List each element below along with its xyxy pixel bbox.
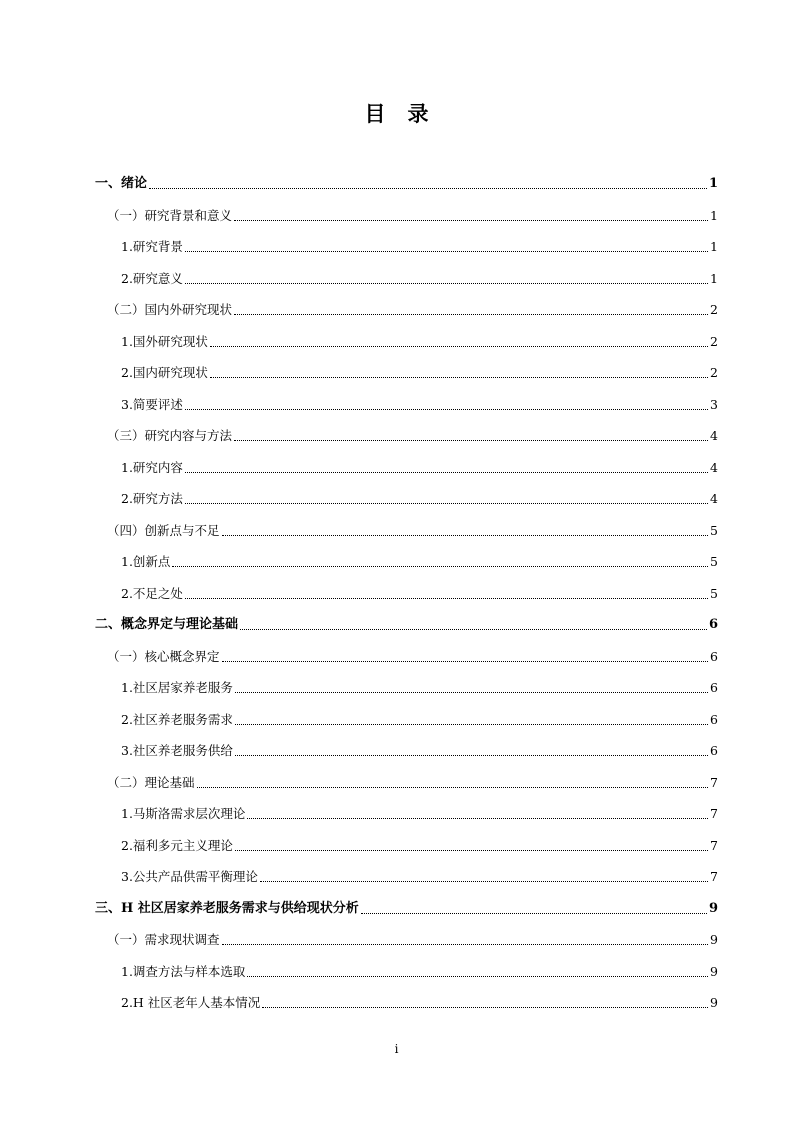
toc-entry-title: 3.公共产品供需平衡理论 [121, 869, 258, 884]
toc-leader-dots [361, 913, 707, 914]
toc-entry-title: （三）研究内容与方法 [107, 428, 233, 443]
toc-entry-page: 4 [710, 428, 718, 443]
toc-entry-page: 6 [710, 648, 718, 664]
toc-entry-title: 1.国外研究现状 [121, 333, 208, 349]
toc-entry[interactable] [121, 233, 718, 255]
toc-entry-title: （一）研究背景和意义 [107, 207, 233, 223]
toc-entry[interactable] [107, 769, 718, 791]
toc-entry-title: （四）创新点与不足 [107, 522, 220, 538]
toc-leader-dots [185, 472, 708, 473]
toc-entry-title: 1.马斯洛需求层次理论 [121, 806, 246, 821]
toc-entry[interactable] [121, 958, 718, 980]
toc-leader-dots [235, 755, 708, 756]
toc-leader-dots [262, 1007, 708, 1008]
toc-leader-dots [185, 409, 708, 410]
toc-entry-page: 2 [710, 333, 718, 349]
toc-entry[interactable] [121, 265, 718, 287]
toc-entry-page: 6 [708, 617, 718, 632]
toc-entry-page: 1 [710, 239, 718, 254]
toc-leader-dots [185, 598, 708, 599]
toc-entry-page: 4 [710, 459, 718, 475]
toc-entry-title: 1.创新点 [121, 554, 171, 569]
toc-entry-title: （一）核心概念界定 [107, 648, 220, 664]
toc-entry[interactable] [121, 674, 718, 696]
page-number: i [394, 1042, 399, 1056]
toc-entry-title: 3.社区养老服务供给 [121, 743, 233, 758]
toc-entry-title: 1.研究内容 [121, 459, 183, 475]
toc-entry[interactable] [121, 454, 718, 476]
toc-entry-page: 6 [710, 743, 718, 758]
toc-entry[interactable] [121, 485, 718, 507]
toc-entry-title: 2.H 社区老年人基本情况 [121, 995, 261, 1010]
toc-entry-title: 1.研究背景 [121, 239, 183, 254]
toc-entry[interactable] [107, 296, 718, 318]
toc-leader-dots [172, 566, 708, 567]
toc-entry-page: 7 [710, 774, 718, 790]
toc-entry-title: 2.国内研究现状 [121, 365, 208, 380]
toc-entry[interactable] [121, 863, 718, 885]
toc-entry-page: 1 [708, 176, 718, 191]
toc-entry[interactable] [121, 328, 718, 350]
toc-entry[interactable] [121, 737, 718, 759]
toc-entry[interactable] [121, 832, 718, 854]
toc-leader-dots [185, 503, 708, 504]
toc-entry-page: 1 [710, 207, 718, 223]
toc-leader-dots [234, 220, 708, 221]
toc-leader-dots [235, 692, 708, 693]
toc-entry-title: 2.福利多元主义理论 [121, 837, 233, 853]
toc-leader-dots [197, 787, 709, 788]
toc-leader-dots [240, 629, 707, 630]
toc-entry-page: 7 [710, 806, 718, 821]
toc-entry-page: 5 [710, 585, 718, 601]
toc-entry-title: （二）国内外研究现状 [107, 302, 233, 317]
toc-entry-page: 9 [708, 900, 718, 916]
toc-entry-page: 5 [710, 554, 718, 569]
toc-entry-page: 1 [710, 270, 718, 286]
toc-entry[interactable] [121, 359, 718, 381]
toc-entry-page: 4 [710, 491, 718, 506]
toc-entry-title: 2.不足之处 [121, 585, 183, 601]
toc-leader-dots [210, 377, 708, 378]
toc-entry-title: 一、绪论 [95, 176, 148, 191]
toc-entry[interactable] [121, 706, 718, 728]
toc-entry-page: 7 [710, 837, 718, 853]
toc-entry-page: 2 [710, 302, 718, 317]
toc-entry-title: （一）需求现状调查 [107, 932, 220, 947]
toc-leader-dots [247, 976, 708, 977]
page-title: 目录 [364, 101, 451, 126]
toc-leader-dots [222, 661, 709, 662]
toc-entry-page: 9 [710, 995, 718, 1010]
toc-leader-dots [185, 283, 708, 284]
toc-entry-page: 9 [710, 932, 718, 947]
toc-entry-page: 9 [710, 963, 718, 979]
toc-leader-dots [247, 818, 708, 819]
toc-leader-dots [235, 850, 708, 851]
toc-entry-title: 三、H 社区居家养老服务需求与供给现状分析 [95, 900, 359, 916]
toc-entry-page: 5 [710, 522, 718, 538]
toc-entry[interactable] [121, 580, 718, 602]
toc-entry-title: 3.简要评述 [121, 396, 183, 412]
toc-entry-title: 二、概念界定与理论基础 [95, 617, 239, 632]
toc-entry-title: （二）理论基础 [107, 774, 195, 790]
toc-entry[interactable] [121, 548, 718, 570]
toc-entry-title: 2.研究方法 [121, 491, 183, 506]
toc-entry-page: 6 [710, 680, 718, 695]
toc-entry-title: 1.社区居家养老服务 [121, 680, 233, 695]
toc-leader-dots [222, 944, 709, 945]
toc-leader-dots [234, 314, 708, 315]
toc-leader-dots [149, 188, 707, 189]
toc-leader-dots [234, 440, 708, 441]
toc-leader-dots [185, 251, 708, 252]
toc-entry[interactable] [107, 517, 718, 539]
toc-entry-page: 6 [710, 711, 718, 727]
toc-leader-dots [260, 881, 708, 882]
toc-leader-dots [222, 535, 709, 536]
toc-entry[interactable] [121, 989, 718, 1011]
toc-entry[interactable] [121, 800, 718, 822]
toc-entry[interactable] [95, 611, 718, 633]
toc-entry[interactable] [95, 895, 718, 917]
toc-leader-dots [210, 346, 708, 347]
toc-entry[interactable] [107, 926, 718, 948]
toc-entry-title: 2.社区养老服务需求 [121, 711, 233, 727]
toc-entry[interactable] [121, 391, 718, 413]
toc-entry-page: 3 [710, 396, 718, 412]
toc-entry-title: 1.调查方法与样本选取 [121, 963, 246, 979]
toc-entry[interactable] [107, 202, 718, 224]
toc-leader-dots [235, 724, 708, 725]
toc-entry[interactable] [107, 422, 718, 444]
toc-entry[interactable] [107, 643, 718, 665]
toc-entry-title: 2.研究意义 [121, 270, 183, 286]
toc-entry[interactable] [95, 170, 718, 192]
toc-entry-page: 7 [710, 869, 718, 884]
toc-entry-page: 2 [710, 365, 718, 380]
